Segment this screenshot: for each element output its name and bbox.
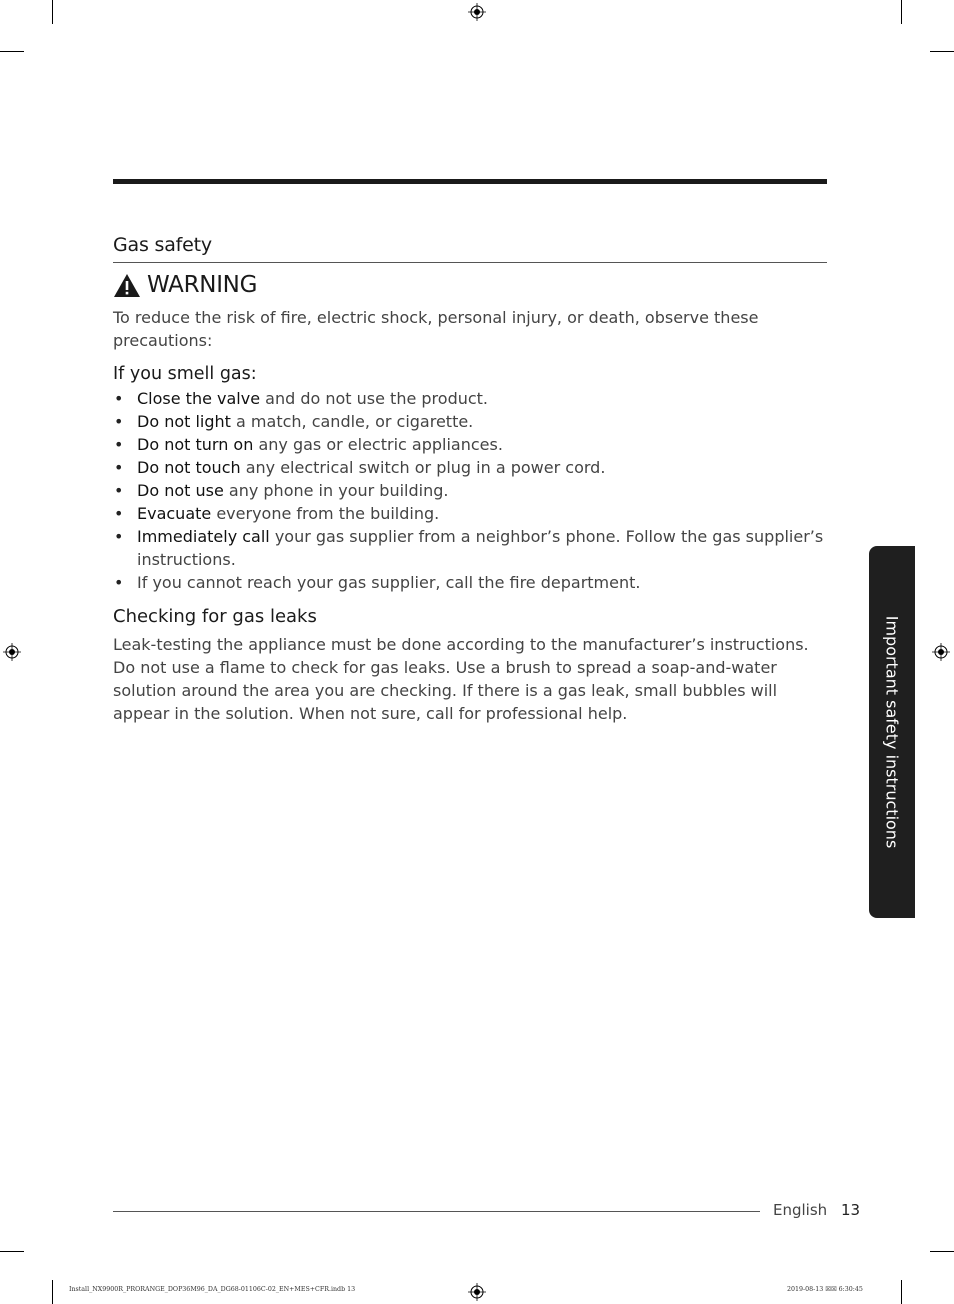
registration-mark-icon	[932, 643, 950, 661]
list-item: • Evacuate everyone from the building.	[113, 502, 827, 525]
registration-mark-icon	[468, 1283, 486, 1301]
print-slug-filename: Install_NX9900R_PRORANGE_DOP36M96_DA_DG68-01106C-02_EN+MES+CFR.indb 13	[69, 1286, 356, 1293]
footer-language: English	[773, 1201, 828, 1219]
crop-mark	[52, 0, 53, 24]
page-number: 13	[841, 1201, 861, 1219]
warning-triangle-icon	[113, 273, 141, 298]
top-rule-bar	[113, 179, 827, 184]
crop-mark	[930, 1251, 954, 1252]
section-divider	[113, 262, 827, 263]
chapter-side-tab	[869, 546, 915, 918]
registration-mark-icon	[468, 3, 486, 21]
list-item: • Close the valve and do not use the product.	[113, 387, 827, 410]
print-slug-timestamp: 2019-08-13 ☒☒ 6:30:45	[787, 1286, 863, 1293]
gas-leaks-heading: Checking for gas leaks	[113, 606, 317, 627]
warning-label: WARNING	[147, 272, 258, 298]
footer-divider	[113, 1211, 760, 1212]
section-title: Gas safety	[113, 234, 212, 256]
list-item: • If you cannot reach your gas supplier, call the fire department.	[113, 571, 827, 594]
crop-mark	[901, 1280, 902, 1304]
list-item: • Do not touch any electrical switch or plug in a power cord.	[113, 456, 827, 479]
crop-mark	[0, 1251, 24, 1252]
crop-mark	[52, 1280, 53, 1304]
warning-heading	[113, 272, 257, 298]
list-item: • Immediately call your gas supplier from a neighbor’s phone. Follow the gas supplier’s instructions.	[113, 525, 827, 571]
list-item: • Do not use any phone in your building.	[113, 479, 827, 502]
registration-mark-icon	[3, 643, 21, 661]
crop-mark	[901, 0, 902, 24]
list-item: • Do not light a match, candle, or cigarette.	[113, 410, 827, 433]
warning-intro: To reduce the risk of fire, electric shock, personal injury, or death, observe these precautions:	[113, 308, 759, 350]
chapter-side-tab-label: Important safety instructions	[882, 615, 902, 849]
crop-mark	[0, 51, 24, 52]
crop-mark	[930, 51, 954, 52]
gas-leaks-body: Leak-testing the appliance must be done according to the manufacturer’s instructions. Do not use a flame to check for gas leaks. Use a brush to spread a soap-and-water solution around the area you are checking. If there is a gas leak, small bubbles will appear in the solution. When not sure, call for professional help.	[113, 635, 809, 723]
smell-gas-heading: If you smell gas:	[113, 364, 257, 384]
precaution-list	[113, 387, 827, 594]
list-item: • Do not turn on any gas or electric appliances.	[113, 433, 827, 456]
